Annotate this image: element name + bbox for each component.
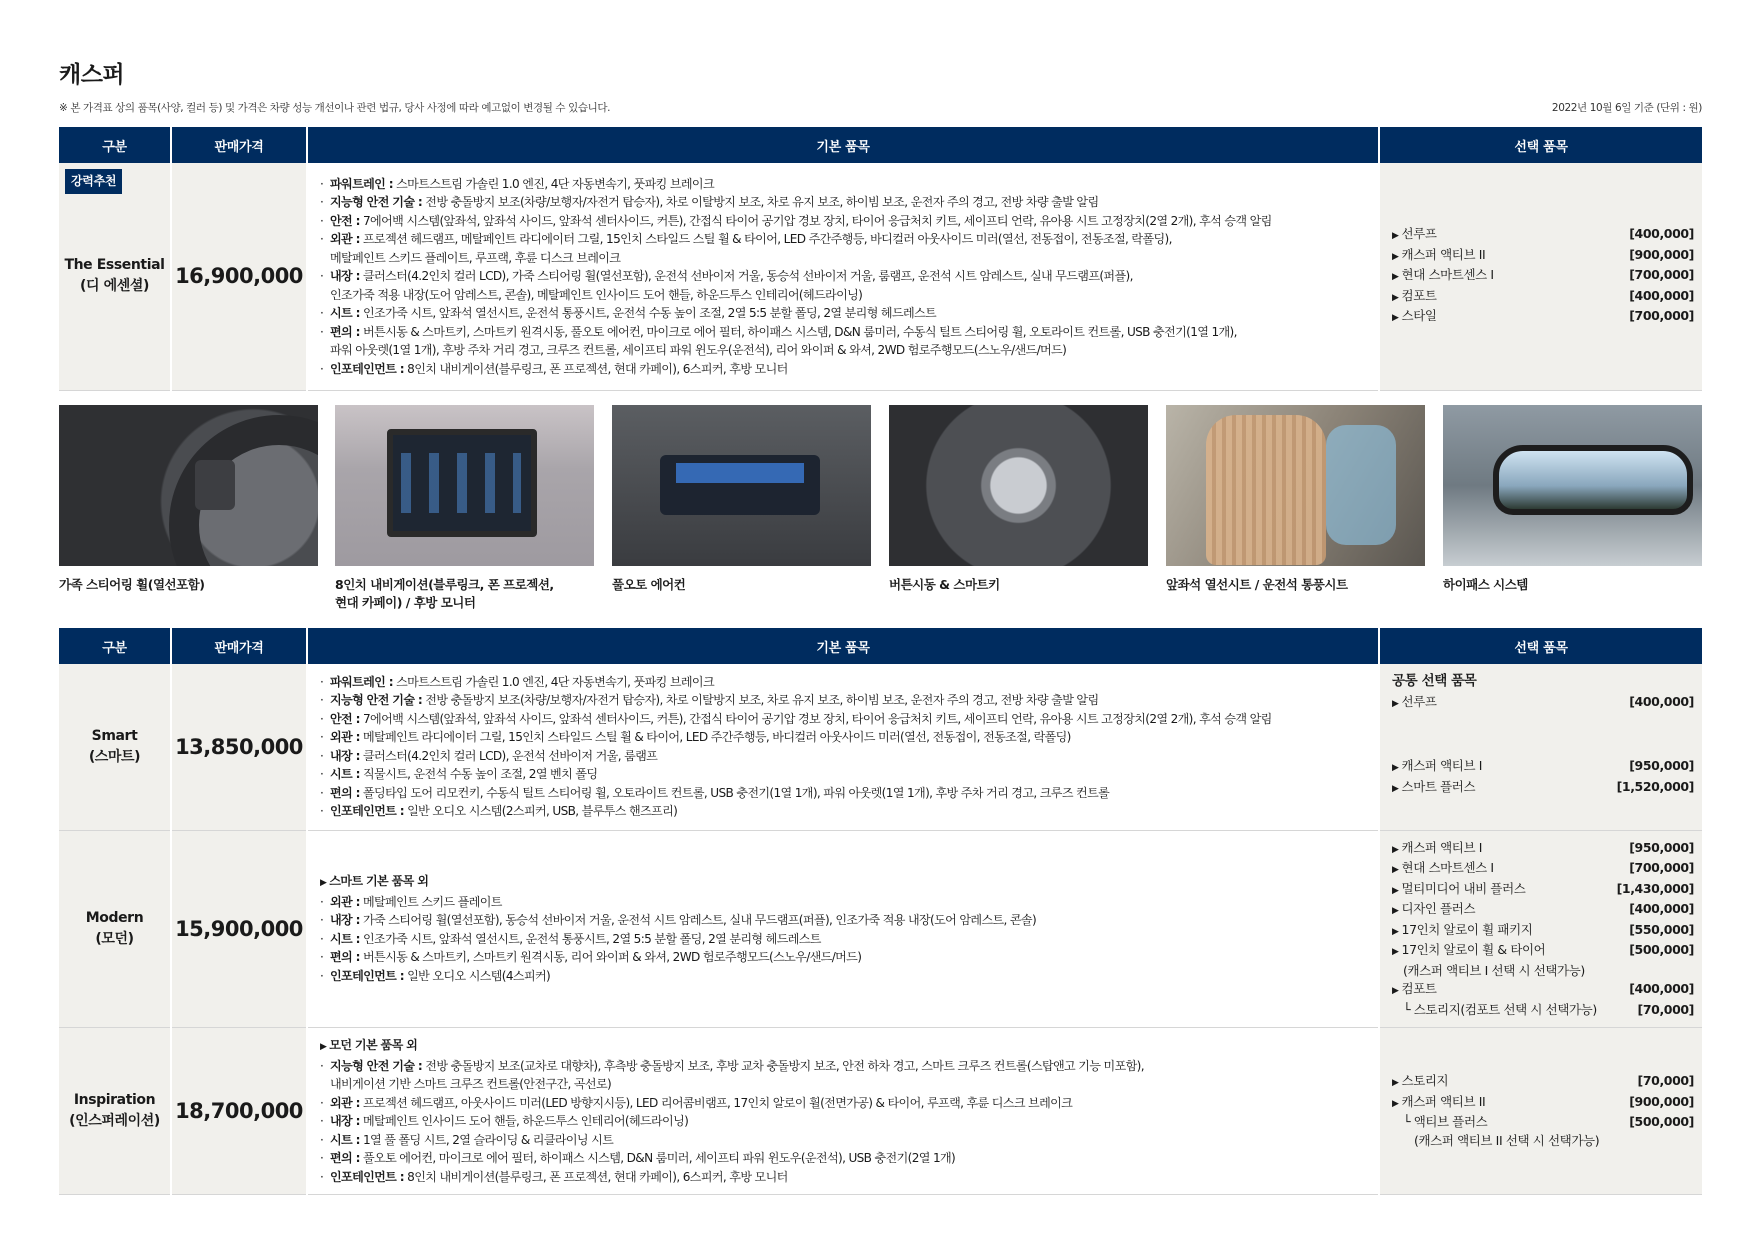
photo-start-button bbox=[889, 405, 1148, 594]
basic-item-continued: 메탈페인트 스키드 플레이트, 루프랙, 후륜 디스크 브레이크 bbox=[330, 250, 621, 265]
option-item: ▶ 선루프 [400,000] bbox=[1392, 693, 1694, 709]
trim-price: 16,900,000 bbox=[171, 163, 307, 390]
trim-row-smart bbox=[59, 664, 1702, 830]
trim-row-modern bbox=[59, 830, 1702, 1028]
col-price: 판매가격 bbox=[171, 628, 307, 664]
col-price: 판매가격 bbox=[171, 127, 307, 163]
basic-items bbox=[307, 664, 1379, 830]
trim-name-cell bbox=[59, 664, 171, 830]
recommend-badge: 강력추천 bbox=[65, 169, 122, 194]
basic-item-continued: 파워 아웃렛(1열 1개), 후방 주차 거리 경고, 크루즈 컨트롤, 세이프티 파워 윈도우(운전석), 리어 와이퍼 & 와셔, 2WD 험로주행모드(스노우/샌드/머드) bbox=[330, 343, 1067, 357]
basic-item: · 편의 : 버튼시동 & 스마트키, 스마트키 원격시동, 리어 와이퍼 & 와셔, 2WD 험로주행모드(스노우/샌드/머드) bbox=[320, 950, 862, 965]
col-basic: 기본 품목 bbox=[307, 127, 1379, 163]
trim-price-table bbox=[59, 628, 1702, 1195]
option-item: ▶ 디자인 플러스 [400,000] bbox=[1392, 901, 1694, 916]
basic-item: · 외관 : 메탈페인트 라디에이터 그릴, 15인치 스타일드 스틸 휠 & 타이어, LED 주간주행등, 바디컬러 아웃사이드 미러(열선, 전동접이, 전동조절, 락폴딩) bbox=[320, 730, 1071, 745]
photo-caption: 버튼시동 & 스마트키 bbox=[889, 577, 1000, 592]
option-items bbox=[1379, 1028, 1702, 1195]
start-button-image bbox=[889, 405, 1148, 566]
navigation-image bbox=[335, 405, 594, 566]
basic-item: · 인포테인먼트 : 8인치 내비게이션(블루링크, 폰 프로젝션, 현대 카페이), 6스피커, 후방 모니터 bbox=[320, 1169, 788, 1184]
basic-items-heading: ▶ 모던 기본 품목 외 bbox=[320, 1038, 418, 1052]
option-items bbox=[1379, 163, 1702, 390]
trim-price: 13,850,000 bbox=[171, 664, 307, 830]
trim-price: 15,900,000 bbox=[171, 830, 307, 1028]
basic-item: · 인포테인먼트 : 일반 오디오 시스템(2스피커, USB, 블루투스 핸즈프리) bbox=[320, 804, 678, 819]
basic-item: · 편의 : 버튼시동 & 스마트키, 스마트키 원격시동, 풀오토 에어컨, 마이크로 에어 필터, 하이패스 시스템, D&N 룸미러, 수동식 틸트 스티어링 휠, 오토라이트 컨트롤, USB 충전기(1열 1개), bbox=[320, 324, 1237, 339]
col-trim: 구분 bbox=[59, 628, 171, 664]
table-header-row bbox=[59, 127, 1702, 163]
trim-row-essential bbox=[59, 163, 1702, 390]
steering-wheel-image bbox=[59, 405, 318, 566]
basic-item: · 지능형 안전 기술 : 전방 충돌방지 보조(교차로 대향차), 후측방 충돌방지 보조, 후방 교차 충돌방지 보조, 안전 하차 경고, 스마트 크루즈 컨트롤(스탑앤고 기능 미포함), bbox=[320, 1058, 1144, 1073]
basic-item-continued: 내비게이션 기반 스마트 크루즈 컨트롤(안전구간, 곡선로) bbox=[330, 1077, 612, 1091]
trim-name-ko: (모던) bbox=[95, 930, 134, 947]
trim-name-en: The Essential bbox=[64, 257, 165, 274]
option-item: ▶ 스토리지 [70,000] bbox=[1392, 1073, 1694, 1088]
table-header-row bbox=[59, 628, 1702, 664]
basic-item: · 시트 : 1열 풀 폴딩 시트, 2열 슬라이딩 & 리클라이닝 시트 bbox=[320, 1132, 614, 1147]
photo-caption: 가족 스티어링 휠(열선포함) bbox=[59, 577, 205, 592]
trim-name-cell bbox=[59, 1028, 171, 1195]
col-trim: 구분 bbox=[59, 127, 171, 163]
photo-air-conditioner bbox=[612, 405, 871, 594]
basic-item: · 안전 : 7에어백 시스템(앞좌석, 앞좌석 사이드, 앞좌석 센터사이드, 커튼), 간접식 타이어 공기압 경보 장치, 타이어 응급처치 키트, 세이프티 언락, 유아용 시트 고정장치(2열 2개), 후석 승객 알림 bbox=[320, 213, 1272, 228]
basic-item: · 내장 : 가죽 스티어링 휠(열선포함), 동승석 선바이저 거울, 운전석 시트 암레스트, 실내 무드램프(퍼플), 인조가죽 적용 내장(도어 암레스트, 콘솔) bbox=[320, 913, 1037, 928]
basic-items bbox=[307, 1028, 1379, 1195]
basic-item: · 파워트레인 : 스마트스트림 가솔린 1.0 엔진, 4단 자동변속기, 풋파킹 브레이크 bbox=[320, 176, 714, 191]
trim-name-en: Smart bbox=[91, 727, 138, 744]
option-item: ▶ 현대 스마트센스 I [700,000] bbox=[1392, 267, 1694, 282]
trim-price: 18,700,000 bbox=[171, 1028, 307, 1195]
option-note: (캐스퍼 액티브 II 선택 시 선택가능) bbox=[1414, 1132, 1600, 1148]
basic-item: · 지능형 안전 기술 : 전방 충돌방지 보조(차량/보행자/자전거 탑승자), 차로 이탈방지 보조, 차로 유지 보조, 하이빔 보조, 운전자 주의 경고, 전방 차량 출발 알림 bbox=[320, 195, 1099, 209]
hipass-mirror-image bbox=[1443, 405, 1702, 566]
trim-name-cell bbox=[59, 830, 171, 1028]
basic-item: · 외관 : 메탈페인트 스키드 플레이트 bbox=[320, 894, 502, 909]
basic-item: · 외관 : 프로젝션 헤드램프, 메탈페인트 라디에이터 그릴, 15인치 스타일드 스틸 휠 & 타이어, LED 주간주행등, 바디컬러 아웃사이드 미러(열선, 전동접이, 전동조절, 락폴딩), bbox=[320, 232, 1172, 246]
trim-name-en: Modern bbox=[85, 909, 144, 926]
trim-row-inspiration bbox=[59, 1028, 1702, 1195]
photo-steering-wheel bbox=[59, 405, 318, 594]
photo-seat bbox=[1166, 405, 1425, 594]
basic-item-continued: 인조가죽 적용 내장(도어 암레스트, 콘솔), 메탈페인트 인사이드 도어 핸들, 하운드투스 인테리어(헤드라이닝) bbox=[330, 287, 863, 302]
basic-item: · 인포테인먼트 : 8인치 내비게이션(블루링크, 폰 프로젝션, 현대 카페이), 6스피커, 후방 모니터 bbox=[320, 361, 788, 376]
photo-hipass bbox=[1443, 405, 1702, 594]
basic-items bbox=[307, 163, 1379, 390]
basic-item: · 내장 : 메탈페인트 인사이드 도어 핸들, 하운드투스 인테리어(헤드라이닝) bbox=[320, 1114, 689, 1128]
trim-name-en: Inspiration bbox=[73, 1092, 156, 1108]
option-item: ▶ 캐스퍼 액티브 II [900,000] bbox=[1392, 246, 1694, 262]
basic-item: · 외관 : 프로젝션 헤드램프, 아웃사이드 미러(LED 방향지시등), LED 리어콤비램프, 17인치 알로이 휠(전면가공) & 타이어, 루프랙, 후륜 디스크 브레이크 bbox=[320, 1095, 1073, 1110]
option-item: ▶ 컴포트 [400,000] bbox=[1392, 981, 1694, 996]
option-note: (캐스퍼 액티브 I 선택 시 선택가능) bbox=[1403, 962, 1585, 978]
option-items bbox=[1379, 830, 1702, 1028]
option-item: ▶ 17인치 알로이 휠 패키지 [550,000] bbox=[1392, 921, 1694, 937]
common-options-title: 공통 선택 품목 bbox=[1392, 673, 1477, 689]
trim-name-ko: (인스퍼레이션) bbox=[69, 1113, 160, 1129]
col-options: 선택 품목 bbox=[1379, 127, 1702, 163]
option-item: ▶ 선루프 [400,000] bbox=[1392, 226, 1694, 241]
option-item: ▶ 스마트 플러스 [1,520,000] bbox=[1392, 778, 1694, 794]
option-item: ▶ 컴포트 [400,000] bbox=[1392, 287, 1694, 303]
photo-caption: 풀오토 에어컨 bbox=[612, 577, 686, 592]
basic-item: · 시트 : 인조가죽 시트, 앞좌석 열선시트, 운전석 통풍시트, 운전석 수동 높이 조절, 2열 5:5 분할 폴딩, 2열 분리형 헤드레스트 bbox=[320, 306, 937, 320]
option-items bbox=[1379, 664, 1702, 830]
basic-item: · 편의 : 폴딩타입 도어 리모컨키, 수동식 틸트 스티어링 휠, 오토라이트 컨트롤, USB 충전기(1열 1개), 파워 아웃렛(1열 1개), 후방 주차 거리 경고, 크루즈 컨트롤 bbox=[320, 785, 1110, 800]
basic-item: · 내장 : 클러스터(4.2인치 컬러 LCD), 운전석 선바이저 거울, 룸램프 bbox=[320, 748, 658, 763]
trim-name-cell bbox=[59, 163, 171, 390]
essential-price-table bbox=[59, 127, 1702, 391]
basic-item: · 파워트레인 : 스마트스트림 가솔린 1.0 엔진, 4단 자동변속기, 풋파킹 브레이크 bbox=[320, 674, 714, 689]
page-title: 캐스퍼 bbox=[59, 62, 125, 88]
feature-photos bbox=[59, 405, 1702, 615]
photo-caption: 8인치 내비게이션(블루링크, 폰 프로젝션, 현대 카페이) / 후방 모니터 bbox=[335, 577, 554, 610]
basic-item: · 내장 : 클러스터(4.2인치 컬러 LCD), 가죽 스티어링 휠(열선포함), 운전석 선바이저 거울, 동승석 선바이저 거울, 룸램프, 운전석 시트 암레스트, 실내 무드램프(퍼플), bbox=[320, 269, 1133, 283]
basic-item: · 지능형 안전 기술 : 전방 충돌방지 보조(차량/보행자/자전거 탑승자), 차로 이탈방지 보조, 차로 유지 보조, 하이빔 보조, 운전자 주의 경고, 전방 차량 출발 알림 bbox=[320, 693, 1099, 708]
basic-items bbox=[307, 830, 1379, 1028]
option-item: ▶ 캐스퍼 액티브 II [900,000] bbox=[1392, 1093, 1694, 1109]
price-notice: ※ 본 가격표 상의 품목(사양, 컬러 등) 및 가격은 차량 성능 개선이나 관련 법규, 당사 사정에 따라 예고없이 변경될 수 있습니다. bbox=[59, 102, 611, 114]
sub-option-item: └ 스토리지(컴포트 선택 시 선택가능) [70,000] bbox=[1403, 1001, 1694, 1017]
option-item: ▶ 스타일 [700,000] bbox=[1392, 308, 1694, 323]
basic-item: · 시트 : 인조가죽 시트, 앞좌석 열선시트, 운전석 통풍시트, 2열 5:5 분할 폴딩, 2열 분리형 헤드레스트 bbox=[320, 931, 821, 946]
basic-item: · 편의 : 풀오토 에어컨, 마이크로 에어 필터, 하이패스 시스템, D&N 룸미러, 세이프티 파워 윈도우(운전석), USB 충전기(2열 1개) bbox=[320, 1151, 956, 1165]
option-item: ▶ 멀티미디어 내비 플러스 [1,430,000] bbox=[1392, 880, 1694, 896]
basic-item: · 인포테인먼트 : 일반 오디오 시스템(4스피커) bbox=[320, 968, 551, 983]
trim-name-ko: (디 에센셜) bbox=[80, 278, 149, 295]
air-conditioner-image bbox=[612, 405, 871, 566]
option-item: ▶ 17인치 알로이 휠 & 타이어 [500,000] bbox=[1392, 942, 1694, 957]
base-date: 2022년 10월 6일 기준 (단위 : 원) bbox=[1551, 102, 1702, 114]
col-basic: 기본 품목 bbox=[307, 628, 1379, 664]
sub-option-item: └ 액티브 플러스 [500,000] bbox=[1403, 1114, 1694, 1129]
photo-navigation bbox=[335, 405, 594, 612]
photo-caption: 앞좌석 열선시트 / 운전석 통풍시트 bbox=[1166, 577, 1348, 592]
option-item: ▶ 현대 스마트센스 I [700,000] bbox=[1392, 860, 1694, 875]
photo-caption: 하이패스 시스템 bbox=[1443, 577, 1528, 592]
basic-item: · 안전 : 7에어백 시스템(앞좌석, 앞좌석 사이드, 앞좌석 센터사이드, 커튼), 간접식 타이어 공기압 경보 장치, 타이어 응급처치 키트, 세이프티 언락, 유아용 시트 고정장치(2열 2개), 후석 승객 알림 bbox=[320, 711, 1272, 726]
option-item: ▶ 캐스퍼 액티브 I [950,000] bbox=[1392, 758, 1694, 773]
option-item: ▶ 캐스퍼 액티브 I [950,000] bbox=[1392, 839, 1694, 855]
seat-image bbox=[1166, 405, 1425, 566]
trim-name-ko: (스마트) bbox=[88, 748, 141, 765]
basic-item: · 시트 : 직물시트, 운전석 수동 높이 조절, 2열 벤치 폴딩 bbox=[320, 767, 598, 782]
basic-items-heading: ▶ 스마트 기본 품목 외 bbox=[320, 874, 429, 889]
col-options: 선택 품목 bbox=[1379, 628, 1702, 664]
